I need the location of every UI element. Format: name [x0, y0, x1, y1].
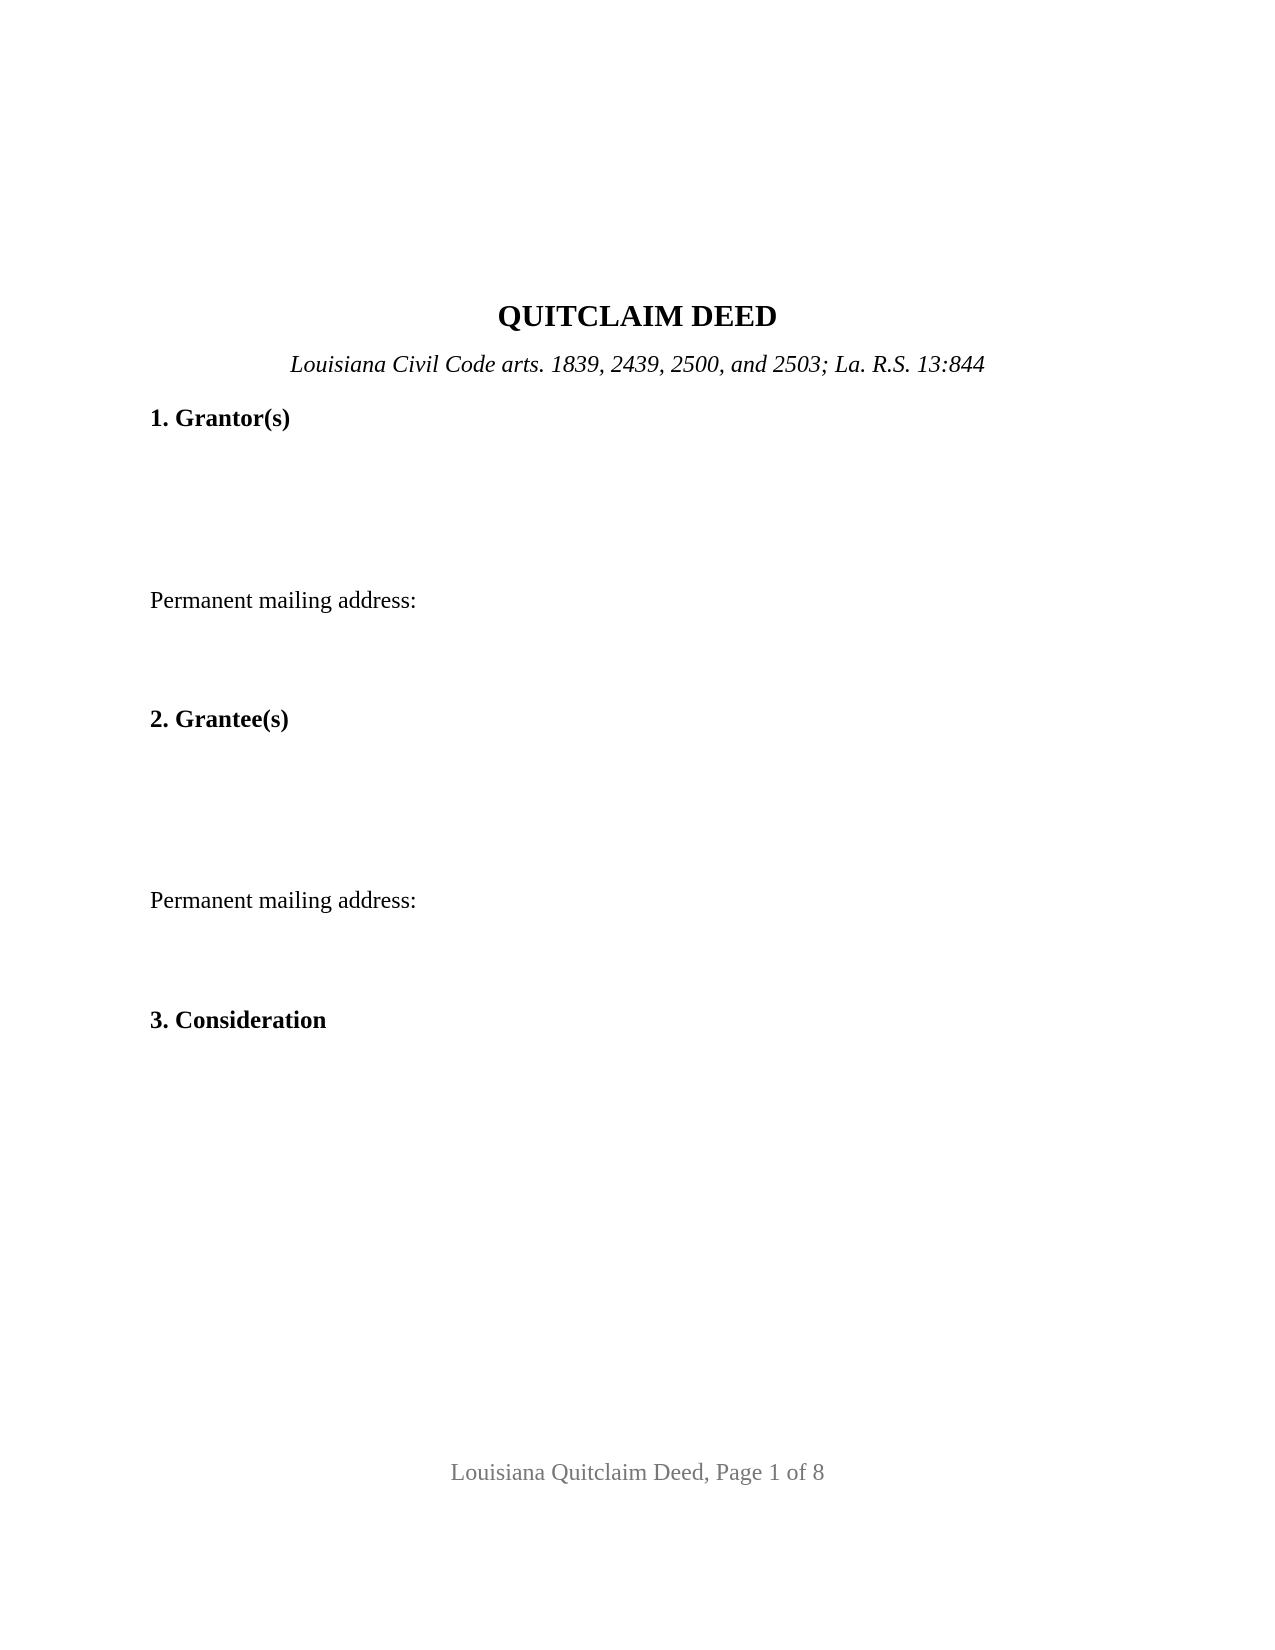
section-heading-grantor: 1. Grantor(s)	[150, 405, 291, 432]
grantor-address-label: Permanent mailing address:	[150, 588, 417, 614]
document-title: QUITCLAIM DEED	[497, 298, 778, 333]
grantee-address-label: Permanent mailing address:	[150, 888, 417, 914]
page-footer: Louisiana Quitclaim Deed, Page 1 of 8	[450, 1460, 825, 1486]
document-subtitle: Louisiana Civil Code arts. 1839, 2439, 2500, and 2503; La. R.S. 13:844	[290, 352, 985, 378]
section-heading-grantee: 2. Grantee(s)	[150, 706, 289, 733]
section-heading-consideration: 3. Consideration	[150, 1007, 327, 1034]
